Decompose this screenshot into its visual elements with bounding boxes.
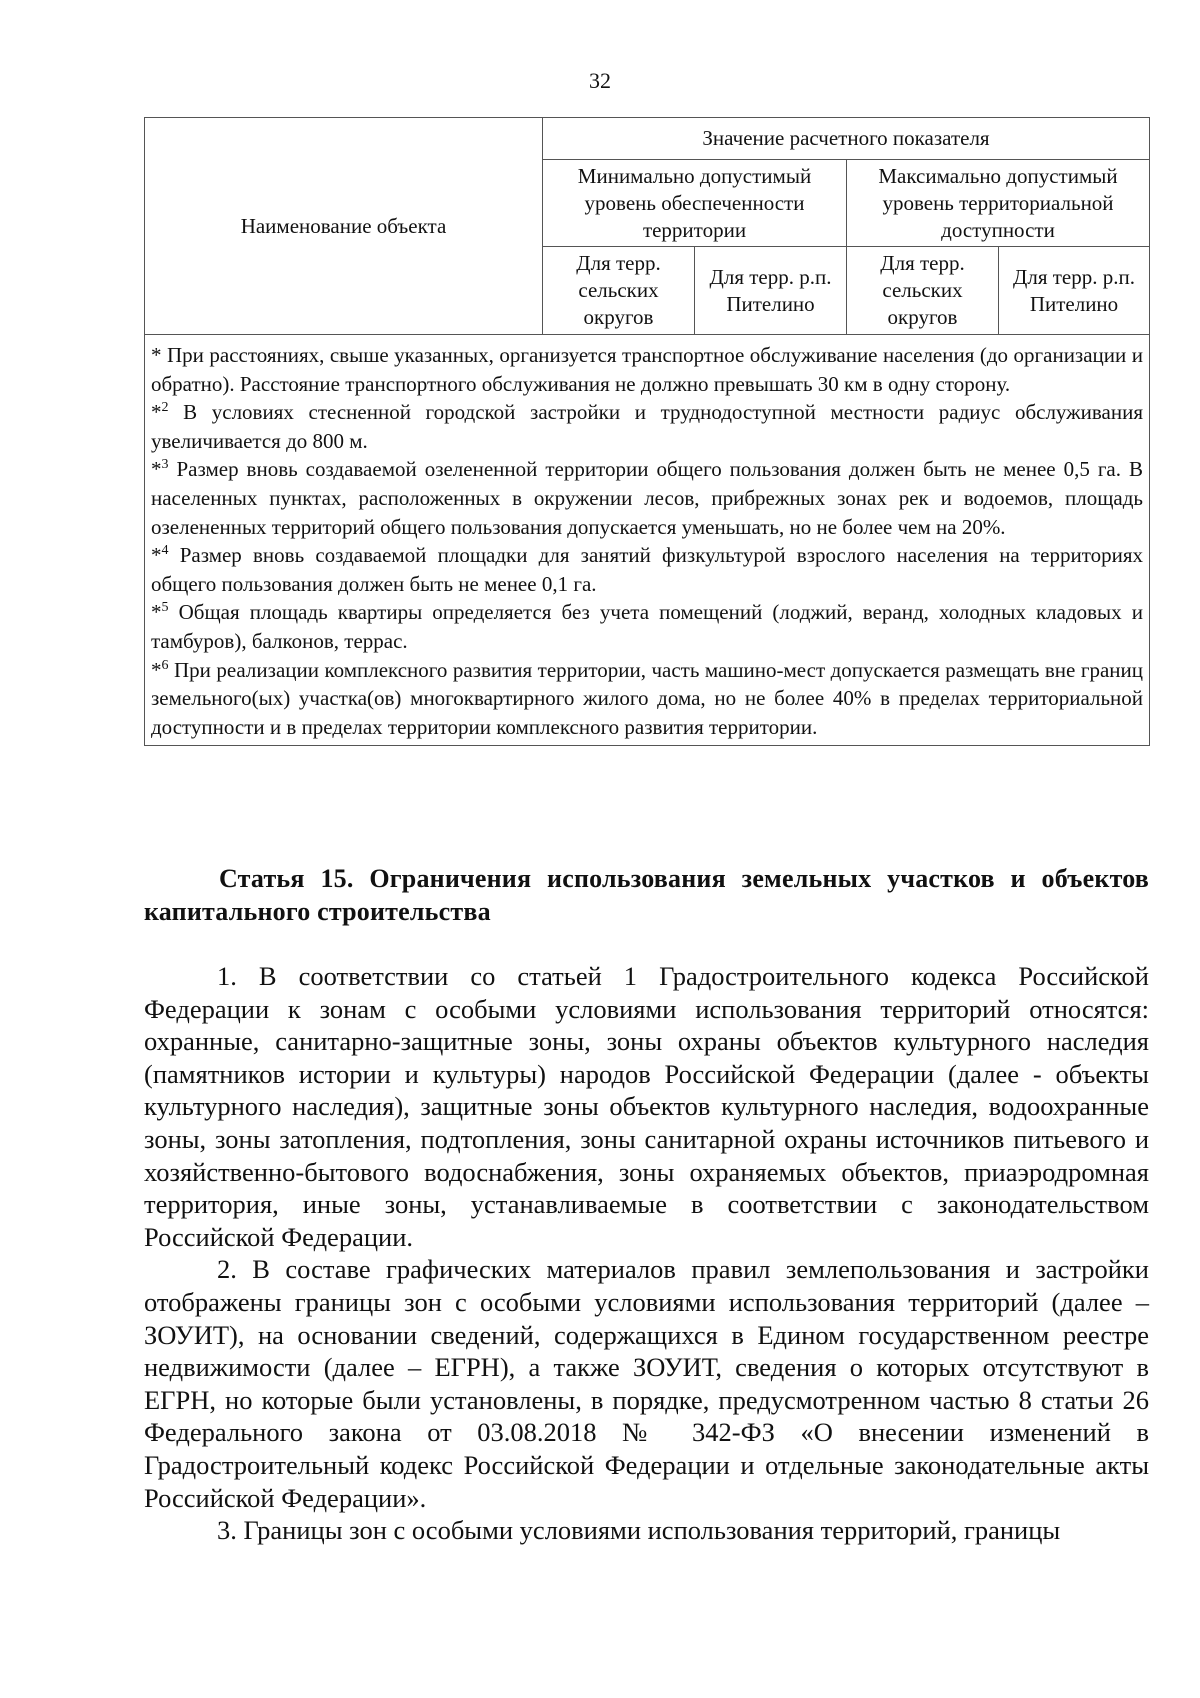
header-object-name: Наименование объекта (145, 118, 543, 335)
norms-table (144, 117, 1150, 746)
subheader-town-min: Для терр. р.п. Пителино (695, 247, 847, 335)
header-max-level: Максимально допустимый уровень территориальной доступности (847, 160, 1150, 247)
footnote-1: * При расстояниях, свыше указанных, организуется транспортное обслуживание населения (до организации и обратно). Расстояние транспортного обслуживания не должно превышать 30 км в одну сторону. (151, 343, 1143, 396)
footnote-2: *$^2$ В условиях стесненной городской застройки и труднодоступной местности радиус обслуживания увеличивается до 800 м. (151, 400, 1143, 453)
paragraph-1: 1. В соответствии со статьей 1 Градостроительного кодекса Российской Федерации к зонам с особыми условиями использования территорий относятся: охранные, санитарно-защитные зоны, зоны охраны объектов культурного наследия (памятников истории и культуры) народов Российской Федерации (далее - объекты культурного наследия), защитные зоны объектов культурного наследия, водоохранные зоны, зоны затопления, подтопления, зоны санитарной охраны источников питьевого и хозяйственно-бытового водоснабжения, зоны охраняемых объектов, приаэродромная территория, иные зоны, устанавливаемые в соответствии с законодательством Российской Федерации. (144, 961, 1149, 1252)
paragraph-3: 3. Границы зон с особыми условиями использования территорий, границы (217, 1515, 1061, 1546)
footnote-5: *$^5$ Общая площадь квартиры определяется без учета помещений (лоджий, веранд, холодных кладовых и тамбуров), балконов, террас. (151, 600, 1143, 653)
article-title: Статья 15. Ограничения использования земельных участков и объектов капитального строительства (144, 864, 1149, 926)
header-indicator-value: Значение расчетного показателя (543, 118, 1150, 160)
table-footnotes (145, 335, 1150, 746)
subheader-rural-min: Для терр. сельских округов (543, 247, 695, 335)
footnote-6: *$^6$ При реализации комплексного развития территории, часть машино-мест допускается размещать вне границ земельного(ых) участка(ов) многоквартирного жилого дома, но не более 40% в пределах территориальной доступности и в пределах территории комплексного развития территории. (151, 657, 1143, 739)
page-number: 32 (589, 68, 611, 93)
article-body (144, 960, 1149, 1547)
subheader-town-max: Для терр. р.п. Пителино (999, 247, 1150, 335)
header-min-level: Минимально допустимый уровень обеспеченности территории (543, 160, 847, 247)
footnote-4: *$^4$ Размер вновь создаваемой площадки для занятий физкультурой взрослого населения на территориях общего пользования должен быть не менее 0,1 га. (151, 543, 1143, 596)
paragraph-2: 2. В составе графических материалов правил землепользования и застройки отображены границы зон с особыми условиями использования территорий (далее – ЗОУИТ), на основании сведений, содержащихся в Едином государственном реестре недвижимости (далее – ЕГРН), а также ЗОУИТ, сведения о которых отсутствуют в ЕГРН, но которые были установлены, в порядке, предусмотренном частью 8 статьи 26 Федерального закона от 03.08.2018 № 342-ФЗ «О внесении изменений в Градостроительный кодекс Российской Федерации и отдельные законодательные акты Российской Федерации». (144, 1254, 1149, 1513)
subheader-rural-max: Для терр. сельских округов (847, 247, 999, 335)
footnote-3: *$^3$ Размер вновь создаваемой озелененной территории общего пользования должен быть не менее 0,5 га. В населенных пунктах, расположенных в окружении лесов, прибрежных зонах рек и водоемов, площадь озелененных территорий общего пользования допускается уменьшать, но не более чем на 20%. (151, 457, 1143, 539)
